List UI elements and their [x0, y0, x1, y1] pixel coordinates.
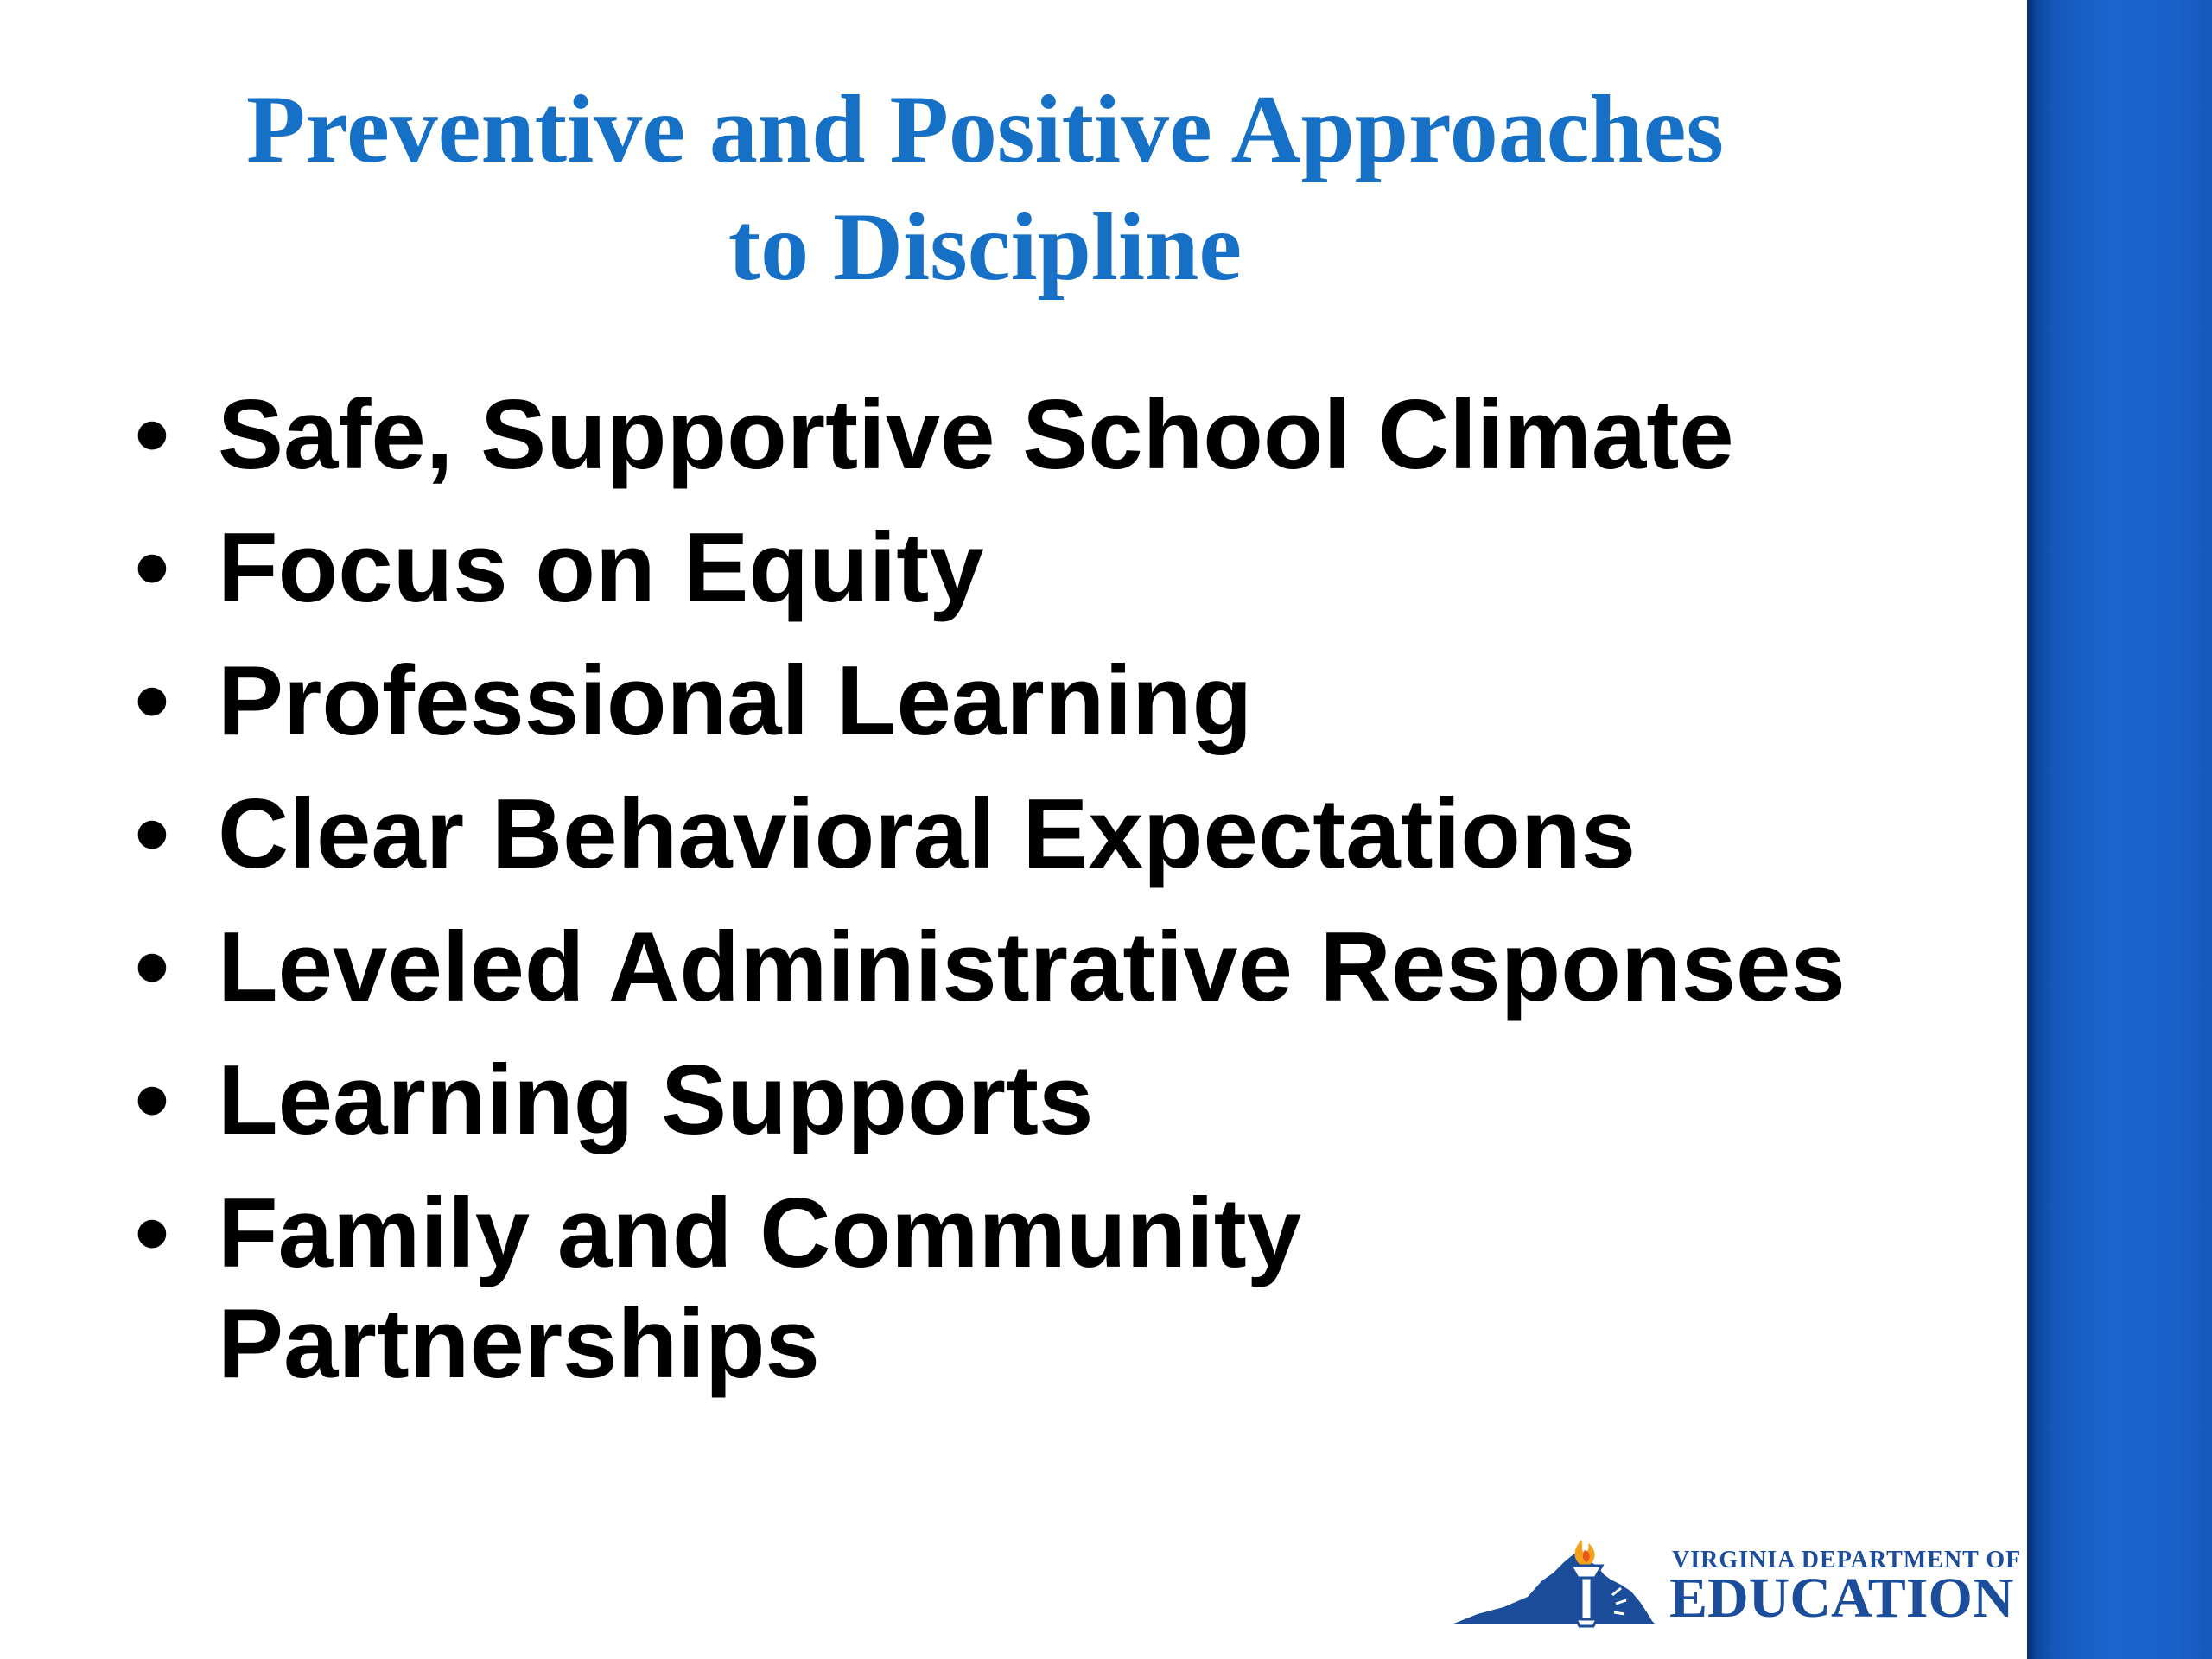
bullet-text: Focus on Equity	[218, 513, 984, 623]
bullet-dot: •	[135, 513, 169, 623]
bullet-item	[128, 380, 2012, 491]
bullet-list	[128, 380, 2012, 1422]
logo-line-1: VIRGINIA DEPARTMENT OF	[1672, 1547, 2022, 1573]
bullet-dot: •	[135, 1179, 169, 1288]
bullet-dot: •	[135, 779, 169, 889]
bullet-item	[128, 646, 2012, 757]
title-line-1: Preventive and Positive Approaches	[245, 76, 1725, 183]
bullet-dot: •	[135, 912, 169, 1022]
title-line-2: to Discipline	[728, 194, 1243, 301]
side-accent-bar	[2027, 0, 2212, 1659]
virginia-torch-logo-icon	[1452, 1528, 1668, 1631]
bullet-text: Safe, Supportive School Climate	[218, 380, 1734, 490]
bullet-item	[128, 1179, 1427, 1400]
bullet-text: Learning Supports	[218, 1046, 1094, 1155]
bullet-dot: •	[135, 1046, 169, 1155]
slide-title	[121, 71, 1849, 306]
bullet-text: Professional Learning	[218, 646, 1253, 756]
bullet-text: Family and Community Partnerships	[218, 1179, 1302, 1399]
bullet-item	[128, 1046, 2012, 1156]
logo-line-2: EDUCATION	[1669, 1567, 2014, 1630]
bullet-dot: •	[135, 380, 169, 490]
bullet-dot: •	[135, 646, 169, 756]
bullet-item	[128, 779, 2012, 890]
bullet-item	[128, 513, 2012, 624]
vdoe-logo	[1452, 1521, 2022, 1633]
bullet-text: Leveled Administrative Responses	[218, 912, 1846, 1022]
bullet-item	[128, 912, 2012, 1023]
bullet-text: Clear Behavioral Expectations	[218, 779, 1636, 889]
